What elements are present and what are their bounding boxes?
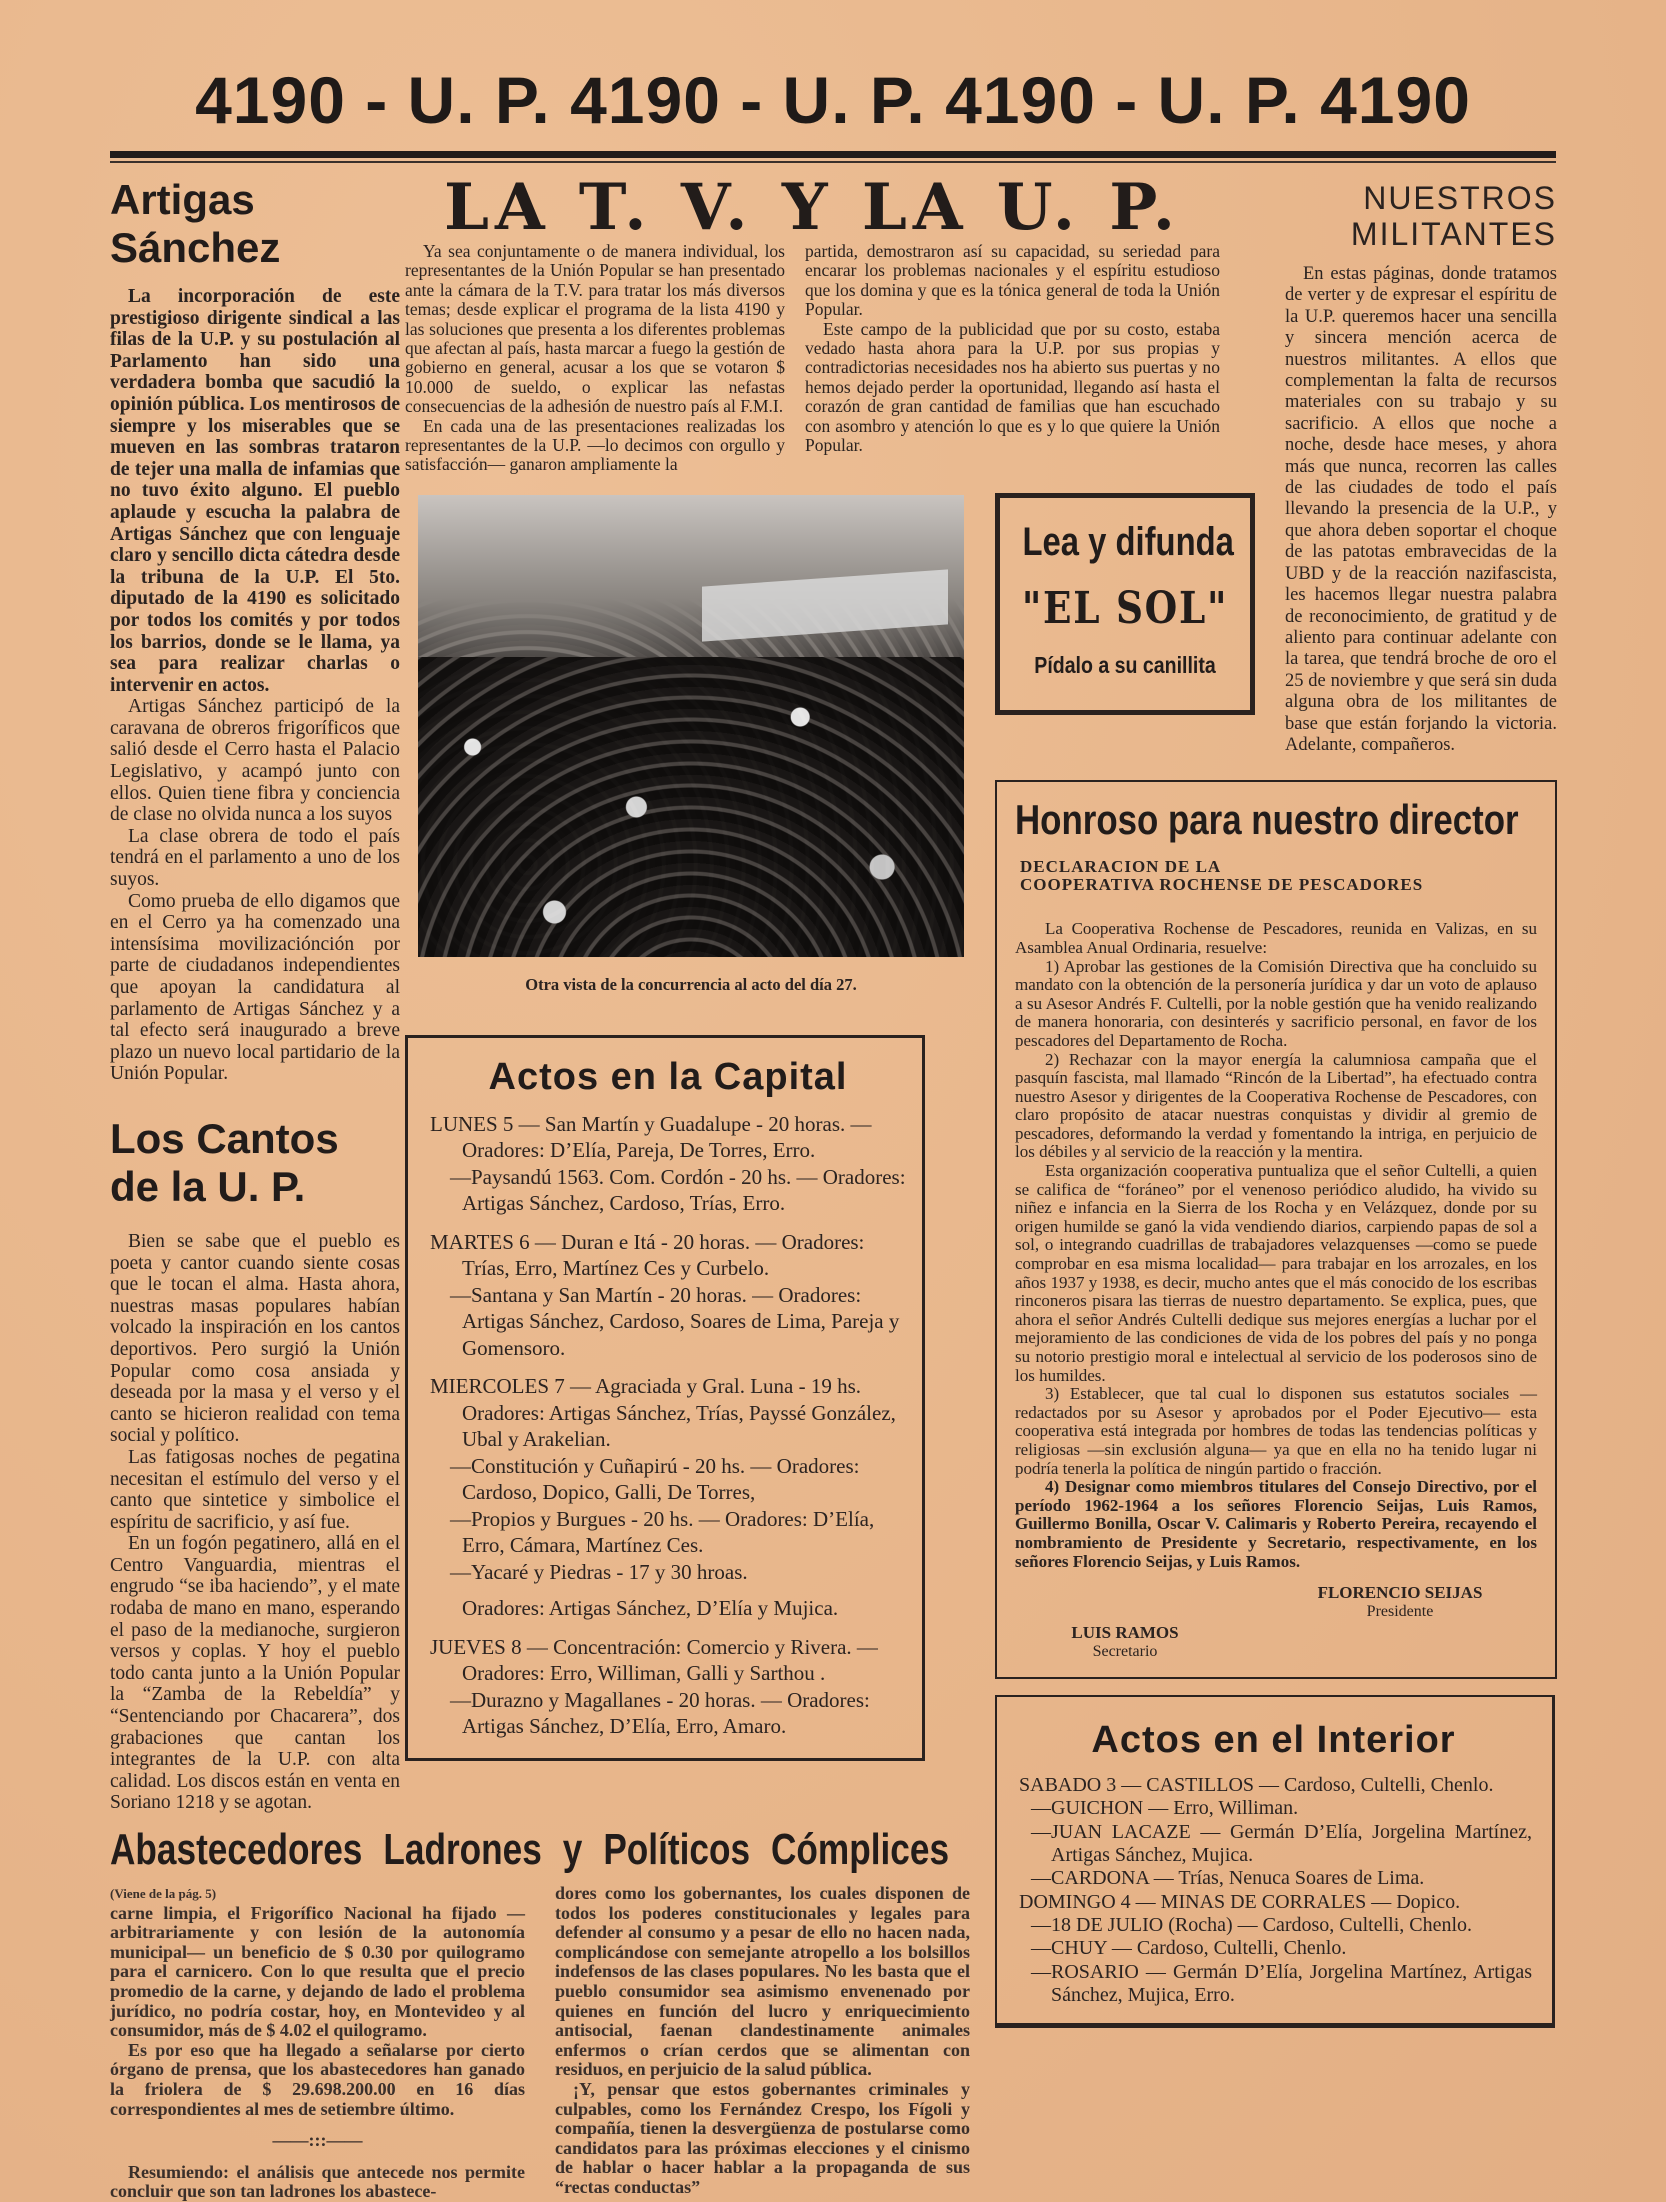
paragraph: Ya sea conjuntamente o de manera individual, los representantes de la Unión Popular se han presentado ante la cámara de la T.V. para tratar los más diversos temas; desde explicar el programa de la lista 4190 y las soluciones que presenta a los diferentes problemas que afectan al país, hasta marcar a fuego la gestión de gobierno en general, acusar a los que se votaron $ 10.000 de sueldo, o explicar las nefastas consecuencias de la adhesión de nuestro país al F.M.I.	[405, 241, 785, 417]
signature-president	[1300, 1583, 1500, 1621]
paragraph: Este campo de la publicidad que por su costo, estaba vedado hasta ahora para la U.P. por sus propias y contradictorias necesidades nos ha abierto sus puertas y no hemos dejado perder la oportunidad, llegando así hasta el corazón de gran cantidad de familias que han escuchado con asombro y atención lo que es y lo que quiere la Unión Popular.	[805, 318, 1220, 456]
acto-entry: —Durazno y Magallanes - 20 horas. — Oradores: Artigas Sánchez, D’Elía, Erro, Amaro.	[450, 1687, 870, 1739]
article-nuestros-militantes	[1285, 180, 1557, 756]
actos-list	[1015, 1774, 1532, 2007]
abastecedores-col1	[110, 1884, 525, 2202]
box-title: Actos en la Capital	[488, 1055, 848, 1098]
article-body	[1015, 920, 1537, 1571]
acto-entry: SABADO 3 — CASTILLOS — Cardoso, Cultelli, Chenlo.	[1019, 1774, 1494, 1797]
paragraph: Artigas Sánchez participó de la caravana de obreros frigoríficos que salió desde el Cerro hasta el Palacio Legislativo, y acampó junto con ellos. Quien tiene fibra y conciencia de clase no olvida nunca a los suyos	[110, 696, 400, 826]
actos-interior-box	[995, 1695, 1555, 2028]
paragraph: En cada una de las presentaciones realizadas los representantes de la U.P. —lo decimos con orgullo y satisfacción— ganaron ampliamente la	[405, 415, 785, 475]
paragraph: dores como los gobernantes, los cuales disponen de todos los poderes constitucionales y legales para defender al consumo y a pesar de ello no hacen nada, complicándose con semejante atropello a los bolsillos indefensos de las clases populares. No les basta que el pueblo consumidor sea asimismo envenenado por quienes en función del lucro y enriquecimiento antisocial, faenan clandestinamente animales enfermos o crían cerdos que se alimentan con residuos, en perjuicio de la salud pública.	[555, 1883, 970, 2080]
acto-entry: LUNES 5 — San Martín y Guadalupe - 20 horas. — Oradores: D’Elía, Pareja, De Torres, Erro.	[430, 1111, 872, 1163]
title-line: Sánchez	[110, 224, 281, 271]
subtitle-line: COOPERATIVA ROCHENSE DE PESCADORES	[1020, 875, 1424, 895]
tv-article-title: LA T. V. Y LA U. P.	[443, 170, 1182, 245]
paragraph: partida, demostraron así su capacidad, su seriedad para encarar los problemas nacionales y el espíritu estudioso que los domina y que es la tónica general de toda la Unión Popular.	[805, 241, 1220, 320]
article-title	[1285, 180, 1557, 252]
paragraph: Esta organización cooperativa puntualiza que el señor Cultelli, a quien se califica de “foráneo” por el venenoso periódico aludido, ha vivido su niñez e infancia en la Sierra de los Rocha y en Velázquez, donde por su origen humilde se ganó la vida vendiendo diarios, carpiendo papas de sol a sol, o integrando cuadrillas de trabajadores velazquenses —como se puede comprobar en esa misma localidad— para trabajar en los arrozales, en los años 1937 y 1938, es decir, mucho antes que el más conocido de los escribas rinconeros pisara las tierras de nuestro departamento. Se explica, pues, que ahora el señor Andrés Cultelli dedique sus mejores energías a luchar por el mejoramiento de las condiciones de vida de los pobres del país y no ponga su notorio prestigio moral e intelectual al servicio de los poderosos sino de los humildes.	[1015, 1161, 1537, 1385]
banner-headline: 4190 - U. P. 4190 - U. P. 4190 - U. P. 4190	[195, 63, 1471, 137]
acto-entry: —Paysandú 1563. Com. Cordón - 20 hs. — Oradores: Artigas Sánchez, Cardoso, Trías, Erro.	[450, 1164, 906, 1216]
crowd-photo	[418, 495, 964, 957]
signature-role: Secretario	[1092, 1643, 1158, 1661]
acto-entry: JUEVES 8 — Concentración: Comercio y Rivera. — Oradores: Erro, Williman, Galli y Sarthou .	[430, 1634, 878, 1686]
paragraph: Es por eso que ha llegado a señalarse por cierto órgano de prensa, que los abastecedores han ganado la friolera de $ 29.698.200.00 en 16 días correspondientes al mes de setiembre último.	[110, 2039, 525, 2119]
tv-article-col1	[405, 242, 785, 475]
title-line: MILITANTES	[1350, 216, 1557, 252]
signature-role: Presidente	[1366, 1603, 1434, 1621]
acto-entry: —ROSARIO — Germán D’Elía, Jorgelina Martínez, Artigas Sánchez, Mujica, Erro.	[1031, 1960, 1532, 2006]
continued-note: (Viene de la pág. 5)	[110, 1886, 217, 1901]
abastecedores-col2	[555, 1884, 970, 2198]
banner-rule	[110, 151, 1556, 158]
article-abastecedores	[110, 1824, 970, 2202]
actos-list	[426, 1111, 910, 1740]
acto-entry: —Santana y San Martín - 20 horas. — Oradores: Artigas Sánchez, Cardoso, Soares de Lima, Pareja y Gomensoro.	[450, 1282, 900, 1360]
article-los-cantos	[110, 1115, 400, 1814]
article-title	[110, 176, 400, 272]
paragraph: 3) Establecer, que tal cual lo disponen sus estatutos sociales —redactados por su Asesor y aprobados por el Poder Ejecutivo— esta cooperativa está integrada por hombres de todas las tendencias políticas y religiosas —sin exclusión alguna— ya que en ella no ha tenido lugar ni podría tenerla la política de ningún partido o fracción.	[1015, 1384, 1537, 1478]
article-title: Honroso para nuestro director	[1015, 796, 1519, 844]
left-column	[110, 176, 400, 1814]
article-body	[110, 286, 400, 1085]
signature-name: LUIS RAMOS	[1071, 1623, 1179, 1643]
acto-entry: —JUAN LACAZE — Germán D’Elía, Jorgelina Martínez, Artigas Sánchez, Mujica.	[1031, 1820, 1532, 1867]
title-line: Los Cantos	[110, 1114, 339, 1162]
acto-entry: —Constitución y Cuñapirú - 20 hs. — Oradores: Cardoso, Dopico, Galli, De Torres,	[450, 1453, 860, 1505]
ad-line: Lea y difunda	[1022, 520, 1234, 564]
article-body	[1285, 264, 1557, 756]
acto-entry: MIERCOLES 7 — Agraciada y Gral. Luna - 19 hs. Oradores: Artigas Sánchez, Trías, Payssé González, Ubal y Arakelian.	[430, 1374, 896, 1452]
paragraph: ¡Y, pensar que estos gobernantes criminales y culpables, como los Fernández Crespo, los Fígoli y compañía, tienen la desvergüenza de postularse como candidatos para las próximas elecciones y el cinismo de hablar o hacer hablar a la propaganda de sus “rectas conductas”	[555, 2078, 970, 2197]
box-title: Actos en el Interior	[1091, 1719, 1456, 1762]
ad-line: Pídalo a su canillita	[1034, 652, 1216, 678]
acto-entry: —CHUY — Cardoso, Cultelli, Chenlo.	[1031, 1937, 1347, 1960]
paragraph: Bien se sabe que el pueblo es poeta y cantor cuando siente cosas que le tocan el alma. Hasta ahora, nuestras masas populares habían volcado la inspiración en los cantos deportivos. Pero surgió la Unión Popular como cosa ansiada y deseada por la masa y el verso y el canto se hicieron realidad con tema social y político.	[110, 1230, 400, 1447]
title-line: Artigas	[110, 176, 255, 223]
acto-entry: —18 DE JULIO (Rocha) — Cardoso, Cultelli, Chenlo.	[1031, 1913, 1473, 1936]
paragraph: Como prueba de ello digamos que en el Cerro ya ha comenzado una intensísima movilizaciónción por parte de ciudadanos independientes que apoyan la candidatura al parlamento de Artigas Sánchez y a tal efecto será inaugurado a breve plazo un nuevo local partidario de la Unión Popular.	[110, 890, 400, 1085]
paragraph: En estas páginas, donde tratamos de verter y de expresar el espíritu de la U.P. queremos hacer una sencilla y sincera mención acerca de nuestros militantes. A ellos que complementan la falta de recursos materiales con su trabajo y su sacrificio. A ellos que noche a noche, desde hace meses, y ahora más que nunca, recorren las calles de las ciudades de todo el país llevando la presencia de la U.P., y que ahora deben soportar el choque de las patotas embravecidas de la UBD y de la reacción nazifascista, les hacemos llegar nuestra palabra de reconocimiento, de gratitud y de aliento para continuar adelante con la tarea, que tendrá broche de oro el 25 de noviembre y que será sin duda alguna obra de los militantes de base que están forjando la victoria. Adelante, compañeros.	[1285, 264, 1557, 755]
el-sol-ad	[995, 493, 1255, 715]
acto-entry: —CARDONA — Trías, Nenuca Soares de Lima.	[1031, 1867, 1425, 1890]
right-region	[995, 180, 1557, 2028]
paragraph: carne limpia, el Frigorífico Nacional ha fijado —arbitrariamente y con lesión de la autonomía municipal— un beneficio de $ 0.30 por quilogramo para el carnicero. Con lo que resulta que el precio promedio de la carne, y dejando de lado el problema jurídico, no podría costar, hoy, en Montevideo y al consumidor, más de $ 4.02 el quilogramo.	[110, 1902, 525, 2041]
abastecedores-title: Abastecedores Ladrones y Políticos Cómplices	[110, 1825, 950, 1874]
ad-line: "EL SOL"	[1021, 583, 1229, 634]
acto-entry: —Yacaré y Piedras - 17 y 30 hroas.	[450, 1559, 748, 1584]
ad-column	[995, 180, 1255, 715]
signature-secretary	[1065, 1623, 1185, 1661]
title-line: de la U. P.	[110, 1162, 306, 1210]
paragraph: 1) Aprobar las gestiones de la Comisión Directiva que ha concluido su mandato con la obtención de la personería jurídica y dar un voto de aplauso a su Asesor Andrés F. Cultelli, por la noble gestión que ha venido realizando de manera honoraria, con desinterés y sacrificio personal, en favor de los pescadores del Departamento de Rocha.	[1015, 956, 1537, 1050]
separator: ——:::——	[272, 2130, 363, 2151]
acto-entry: MARTES 6 — Duran e Itá - 20 horas. — Oradores: Trías, Erro, Martínez Ces y Curbelo.	[430, 1229, 865, 1281]
paragraph: 4) Designar como miembros titulares del Consejo Directivo, por el período 1962-1964 a los señores Florencio Seijas, Luis Ramos, Guillermo Bonilla, Oscar V. Calimaris y Roberto Pereira, recayendo el nombramiento de Presidente y Secretario, respectivamente, en los señores Florencio Seijas, y Luis Ramos.	[1015, 1477, 1537, 1571]
article-artigas-sanchez	[110, 176, 400, 1085]
paragraph: Las fatigosas noches de pegatina necesitan el estímulo del verso y el canto que sintetice y simbolice el espíritu de sacrificio, y así fue.	[110, 1446, 400, 1533]
acto-entry: —GUICHON — Erro, Williman.	[1031, 1797, 1299, 1820]
acto-entry: —Propios y Burgues - 20 hs. — Oradores: D’Elía, Erro, Cámara, Martínez Ces.	[450, 1506, 875, 1558]
title-line: NUESTROS	[1363, 180, 1557, 216]
paragraph: La Cooperativa Rochense de Pescadores, reunida en Valizas, en su Asamblea Anual Ordinaria, resuelve:	[1015, 919, 1537, 957]
right-upper-row	[995, 180, 1557, 756]
subtitle-line: DECLARACION DE LA	[1020, 857, 1222, 877]
photo-caption: Otra vista de la concurrencia al acto del día 27.	[525, 974, 857, 994]
acto-entry: Oradores: Artigas Sánchez, D’Elía y Mujica.	[462, 1596, 839, 1621]
paragraph: 2) Rechazar con la mayor energía la calumniosa campaña que el pasquín fascista, mal llamado “Rincón de la Libertad”, ha efectuado contra nuestro Asesor y dirigentes de la Cooperativa Rochense de Pescadores, con claro propósito de atacar nuestras conquistas y dividir al gremio de pescadores, deformando la verdad y fomentando la intriga, en perjuicio de los débiles y al servicio de la reacción y la mentira.	[1015, 1049, 1537, 1162]
actos-capital-box	[405, 1035, 925, 1761]
abastecedores-columns	[110, 1884, 970, 2202]
article-title	[110, 1115, 400, 1211]
banner-rule-thin	[110, 161, 1556, 163]
acto-entry: DOMINGO 4 — MINAS DE CORRALES — Dopico.	[1019, 1890, 1461, 1913]
article-subtitle	[1015, 858, 1537, 894]
paragraph: En un fogón pegatinero, allá en el Centro Vanguardia, mientras el engrudo “se iba haciendo”, y el mate rodaba de mano en mano, esperando el paso de la medianoche, surgieron versos y coplas. Y hoy el pueblo todo canta junto a la Unión Popular la “Zamba de la Rebeldía” y “Sentenciando por Chacarera”, dos grabaciones que cantan los integrantes de la U.P. con alta calidad. Los discos están en venta en Soriano 1218 y se agotan.	[110, 1533, 400, 1814]
signature-name: FLORENCIO SEIJAS	[1317, 1583, 1483, 1603]
article-body	[110, 1231, 400, 1814]
paragraph: La clase obrera de todo el país tendrá en el parlamento a uno de los suyos.	[110, 825, 400, 891]
spacer	[995, 180, 1255, 493]
paragraph: La incorporación de este prestigioso dirigente sindical a las filas de la U.P. y su postulación al Parlamento han sido una verdadera bomba que sacudió la opinión pública. Los mentirosos de siempre y los miserables que se mueven en las sombras trataron de tejer una malla de infamias que no tuvo éxito alguno. El pueblo aplaude y escucha la palabra de Artigas Sánchez que con lenguaje claro y sencillo dicta cátedra desde la tribuna de la U.P. El 5to. diputado de la 4190 es solicitado por todos los comités y por todos los barrios, donde se le llama, ya sea para realizar charlas o intervenir en actos.	[110, 286, 400, 696]
paragraph: Resumiendo: el análisis que antecede nos permite concluir que son tan ladrones los abastece-	[110, 2161, 525, 2202]
article-honroso	[995, 780, 1557, 1679]
